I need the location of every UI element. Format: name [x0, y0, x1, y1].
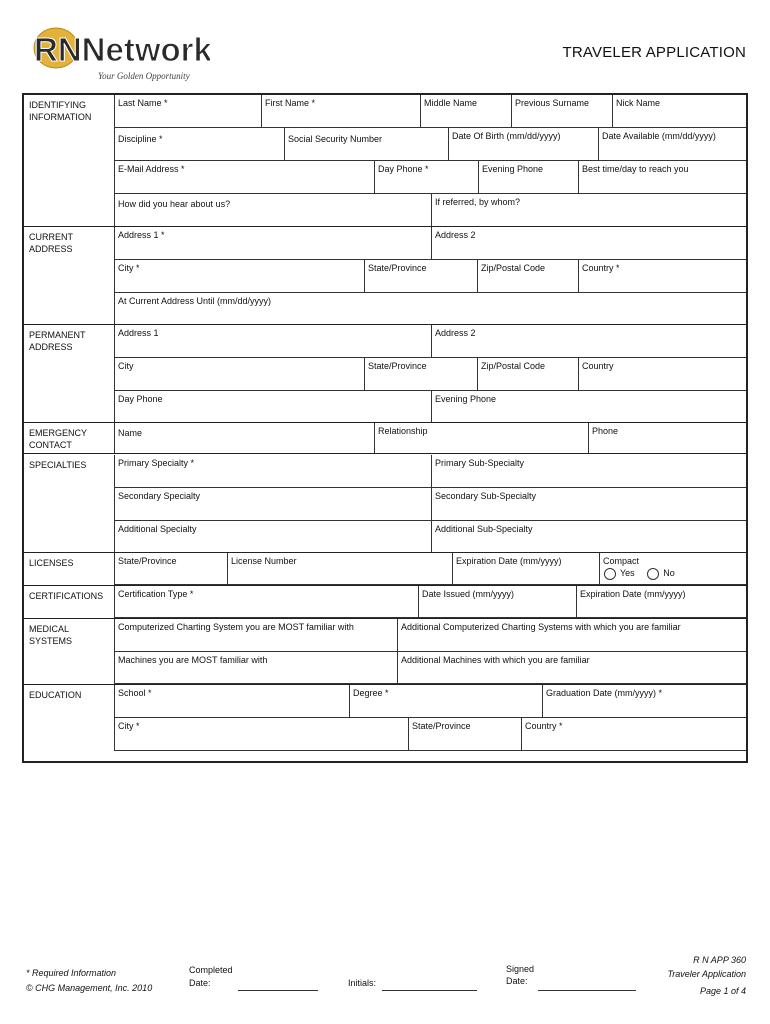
signed-date-line[interactable]: [538, 990, 636, 991]
page-number: Page 1 of 4: [699, 986, 746, 996]
copyright: © CHG Management, Inc. 2010: [26, 983, 153, 993]
form-name: Traveler Application: [667, 969, 746, 979]
secondary-specialty-field[interactable]: Secondary Specialty: [114, 488, 431, 521]
license-number-field[interactable]: License Number: [227, 553, 452, 585]
permanent-address1-field[interactable]: Address 1: [114, 325, 431, 358]
permanent-zip-field[interactable]: Zip/Postal Code: [477, 358, 578, 391]
section-licenses: LICENSES: [29, 558, 74, 568]
section-divider: [24, 453, 746, 454]
best-time-field[interactable]: Best time/day to reach you: [578, 161, 746, 194]
date-available-field[interactable]: Date Available (mm/dd/yyyy): [598, 128, 746, 161]
education-country-field[interactable]: Country *: [521, 718, 746, 751]
section-education: EDUCATION: [29, 690, 82, 700]
permanent-state-field[interactable]: State/Province: [364, 358, 477, 391]
section-current-address: CURRENT ADDRESS: [29, 232, 73, 254]
section-specialties: SPECIALTIES: [29, 460, 87, 470]
primary-sub-specialty-field[interactable]: Primary Sub-Specialty: [431, 455, 746, 488]
signed-date-label: Date:: [506, 976, 528, 986]
discipline-field[interactable]: Discipline *: [114, 128, 284, 161]
initials-line[interactable]: [382, 990, 477, 991]
primary-specialty-field[interactable]: Primary Specialty *: [114, 455, 431, 488]
evening-phone-field[interactable]: Evening Phone: [478, 161, 578, 194]
compact-options: [604, 568, 685, 580]
first-name-field[interactable]: First Name *: [261, 95, 420, 128]
machines-most-field[interactable]: Machines you are MOST familiar with: [114, 652, 397, 684]
signed-label: Signed: [506, 964, 535, 974]
license-expiration-field[interactable]: Expiration Date (mm/yyyy): [452, 553, 599, 585]
email-field[interactable]: E-Mail Address *: [114, 161, 374, 194]
section-certifications: CERTIFICATIONS: [29, 591, 104, 601]
completed-label: Completed: [189, 965, 233, 975]
form-code: R N APP 360: [693, 955, 746, 965]
permanent-day-phone-field[interactable]: Day Phone: [114, 391, 431, 423]
section-medical-systems: MEDICAL SYSTEMS: [29, 624, 73, 646]
graduation-date-field[interactable]: Graduation Date (mm/yyyy) *: [542, 685, 746, 718]
education-city-field[interactable]: City *: [114, 718, 408, 751]
middle-name-field[interactable]: Middle Name: [420, 95, 511, 128]
section-emergency: EMERGENCY CONTACT: [29, 428, 87, 450]
ssn-field[interactable]: Social Security Number: [284, 128, 448, 161]
application-form: [22, 93, 748, 763]
required-note: * Required Information: [26, 968, 117, 978]
compact-no-radio[interactable]: [647, 568, 659, 580]
emergency-phone-field[interactable]: Phone: [588, 423, 746, 454]
permanent-country-field[interactable]: Country: [578, 358, 746, 391]
last-name-field[interactable]: Last Name *: [114, 95, 261, 128]
referred-field[interactable]: If referred, by whom?: [431, 194, 746, 227]
current-state-field[interactable]: State/Province: [364, 260, 477, 293]
charting-most-field[interactable]: Computerized Charting System you are MOST familiar with: [114, 619, 397, 652]
how-hear-field[interactable]: How did you hear about us?: [114, 194, 431, 227]
additional-sub-specialty-field[interactable]: Additional Sub-Specialty: [431, 521, 746, 553]
emergency-relationship-field[interactable]: Relationship: [374, 423, 588, 454]
current-until-field[interactable]: At Current Address Until (mm/dd/yyyy): [114, 293, 746, 325]
completed-date-line[interactable]: [238, 990, 318, 991]
logo-wordmark: RNNetwork: [34, 31, 210, 68]
school-field[interactable]: School *: [114, 685, 349, 718]
section-permanent-address: PERMANENT ADDRESS: [29, 330, 86, 352]
compact-yes-label: Yes: [620, 568, 635, 579]
dob-field[interactable]: Date Of Birth (mm/dd/yyyy): [448, 128, 598, 161]
completed-date-label: Date:: [189, 978, 211, 988]
emergency-name-field[interactable]: Name: [114, 423, 374, 454]
rnnetwork-logo: [20, 18, 210, 88]
compact-label: Compact: [603, 556, 640, 566]
machines-additional-field[interactable]: Additional Machines with which you are familiar: [397, 652, 746, 684]
permanent-city-field[interactable]: City: [114, 358, 364, 391]
logo-tagline: Your Golden Opportunity: [98, 71, 190, 81]
current-city-field[interactable]: City *: [114, 260, 364, 293]
compact-yes-radio[interactable]: [604, 568, 616, 580]
certification-issued-field[interactable]: Date Issued (mm/yyyy): [418, 586, 576, 618]
page-title: TRAVELER APPLICATION: [562, 44, 746, 61]
compact-no-label: No: [663, 568, 675, 579]
current-address1-field[interactable]: Address 1 *: [114, 227, 431, 260]
additional-specialty-field[interactable]: Additional Specialty: [114, 521, 431, 553]
permanent-evening-phone-field[interactable]: Evening Phone: [431, 391, 746, 423]
nick-name-field[interactable]: Nick Name: [612, 95, 746, 128]
certification-expiration-field[interactable]: Expiration Date (mm/yyyy): [576, 586, 746, 618]
day-phone-field[interactable]: Day Phone *: [374, 161, 478, 194]
certification-type-field[interactable]: Certification Type *: [114, 586, 418, 618]
current-address2-field[interactable]: Address 2: [431, 227, 746, 260]
permanent-address2-field[interactable]: Address 2: [431, 325, 746, 358]
license-state-field[interactable]: State/Province: [114, 553, 227, 585]
current-country-field[interactable]: Country *: [578, 260, 746, 293]
section-identifying: IDENTIFYING INFORMATION: [29, 100, 92, 122]
charting-additional-field[interactable]: Additional Computerized Charting Systems with which you are familiar: [397, 619, 746, 652]
secondary-sub-specialty-field[interactable]: Secondary Sub-Specialty: [431, 488, 746, 521]
initials-label: Initials:: [348, 978, 377, 988]
degree-field[interactable]: Degree *: [349, 685, 542, 718]
education-state-field[interactable]: State/Province: [408, 718, 521, 751]
previous-surname-field[interactable]: Previous Surname: [511, 95, 612, 128]
current-zip-field[interactable]: Zip/Postal Code: [477, 260, 578, 293]
